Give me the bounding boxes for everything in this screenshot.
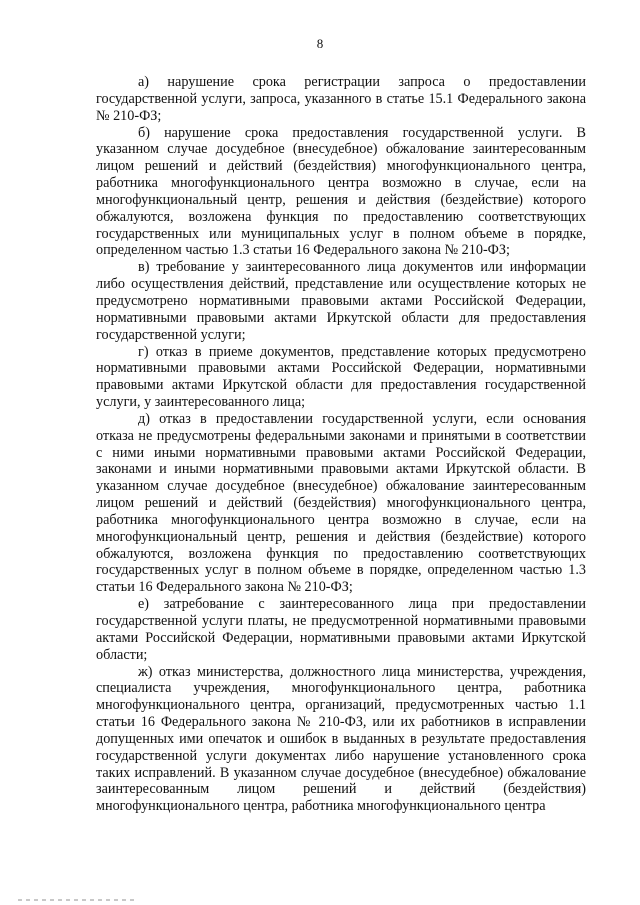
scan-artifact <box>18 899 138 901</box>
page-number: 8 <box>316 36 324 51</box>
paragraph-e: е) затребование с заинтересованного лица при предоставлении государственной услуги платы, не предусмотренной нормативными правовыми актами Российской Федерации, нормативными правовыми актами Иркутской области; <box>96 596 586 663</box>
paragraph-zh: ж) отказ министерства, должностного лица министерства, учреждения, специалиста учреждения, многофункционального центра, работника многофункционального центра, организаций, предусмотренных частью 1.1 статьи 16 Федерального закона № 210-ФЗ, или их работников в исправлении допущенных ими опечаток и ошибок в выданных в результате предоставления государственной услуги документах либо нарушение установленного срока таких исправлений. В указанном случае досудебное (внесудебное) обжалование заинтересованным лицом решений и действий (бездействия) многофункционального центра, работника многофункционального центра <box>96 663 586 815</box>
paragraph-d: д) отказ в предоставлении государственной услуги, если основания отказа не предусмотрены федеральными законами и принятыми в соответствии с ними иными нормативными правовыми актами Российской Федерации, законами и иными нормативными правовыми актами Иркутской области. В указанном случае досудебное (внесудебное) обжалование заинтересованным лицом решений и действий (бездействия) многофункционального центра, работника многофункционального центра возможно в случае, если на многофункциональный центр, решения и действия (бездействие) которого обжалуются, возложена функция по предоставлению соответствующих государственных услуг в полном объеме в порядке, определенном частью 1.3 статьи 16 Федерального закона № 210-ФЗ; <box>96 410 586 596</box>
paragraph-a: а) нарушение срока регистрации запроса о предоставлении государственной услуги, запроса, указанного в статье 15.1 Федерального закона № 210-ФЗ; <box>96 74 586 124</box>
document-body <box>96 74 586 815</box>
paragraph-v: в) требование у заинтересованного лица документов или информации либо осуществления действий, представление или осуществление которых не предусмотрено нормативными правовыми актами Российской Федерации, нормативными правовыми актами Иркутской области для предоставления государственной услуги; <box>96 259 586 343</box>
paragraph-g: г) отказ в приеме документов, представление которых предусмотрено нормативными правовыми актами Российской Федерации, нормативными правовыми актами Иркутской области для предоставления государственной услуги, у заинтересованного лица; <box>96 343 586 411</box>
paragraph-b: б) нарушение срока предоставления государственной услуги. В указанном случае досудебное (внесудебное) обжалование заинтересованным лицом решений и действий (бездействия) многофункционального центра, работника многофункционального центра возможно в случае, если на многофункциональный центр, решения и действия (бездействие) которого обжалуются, возложена функция по предоставлению соответствующих государственных или муниципальных услуг в полном объеме в порядке, определенном частью 1.3 статьи 16 Федерального закона № 210-ФЗ; <box>96 124 586 259</box>
